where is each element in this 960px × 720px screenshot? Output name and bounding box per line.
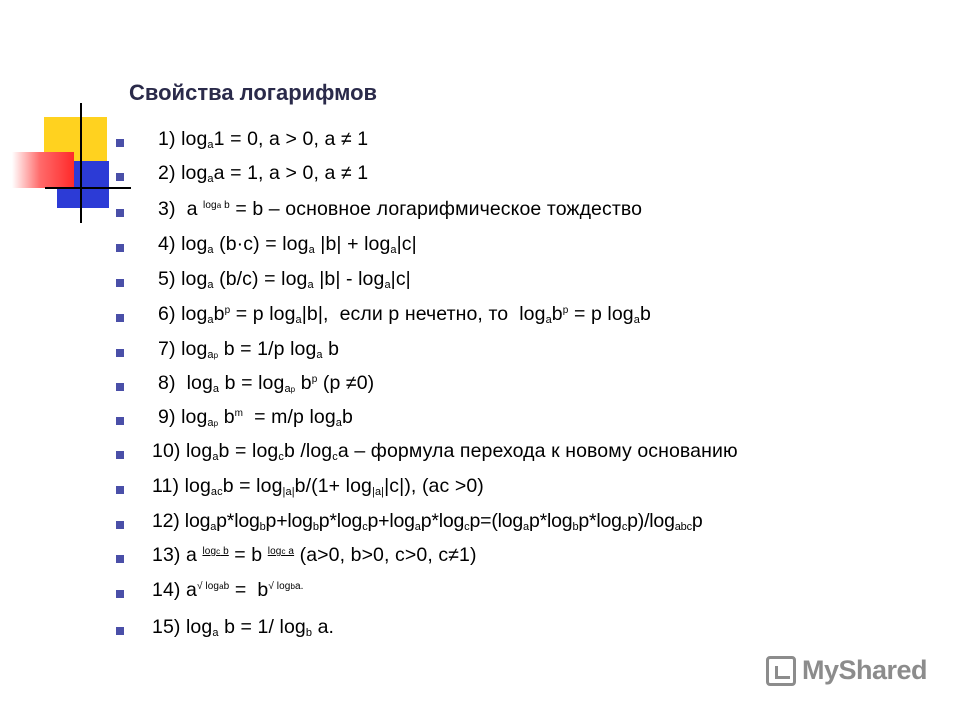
bullet-icon — [116, 349, 124, 357]
bullet-icon — [116, 314, 124, 322]
formula-15: 15) $\log_a b = 1/$ $\log_b a$. — [152, 616, 335, 639]
list-item — [0, 544, 960, 574]
bullet-icon — [116, 279, 124, 287]
bullet-icon — [116, 139, 124, 147]
list-item — [0, 372, 960, 402]
bullet-icon — [116, 244, 124, 252]
list-item — [0, 233, 960, 263]
list-item — [0, 579, 960, 609]
watermark — [766, 655, 927, 686]
formula-14: 14) $a^{√ logab} = b^{√ logba.}$ — [152, 579, 304, 601]
list-item — [0, 406, 960, 436]
formula-13: 13) a $^{logc b}$ = b $^{logc a}$ (a>0, b>0, c>0, c≠1) — [152, 544, 477, 566]
formula-2: 2) $\log_aa = 1$, a > 0, a ≠ 1 — [158, 162, 369, 185]
slide-title: Свойства логарифмов — [129, 80, 378, 105]
formula-5: 5) $\log_a (b/c) = \log_a |b| - \log_a|c|$ — [158, 268, 411, 291]
watermark-logo-icon — [766, 656, 796, 686]
bullet-icon — [116, 555, 124, 563]
list-item — [0, 128, 960, 158]
bullet-icon — [116, 590, 124, 598]
bullet-icon — [116, 451, 124, 459]
bullet-icon — [116, 417, 124, 425]
formula-1: 1) $\log_a1 = 0$, a > 0, a ≠ 1 — [158, 128, 369, 151]
list-item — [0, 198, 960, 228]
list-item — [0, 162, 960, 192]
list-item — [0, 268, 960, 298]
formula-11: 11) $\log_{ac}b = \log_{|a|}b/(1+ \log_{|a|}|c|)$, (ac >0) — [152, 475, 484, 498]
bullet-icon — [116, 173, 124, 181]
formula-9: 9) $\log_{ap} b^m = m/p$ $\log_ab$ — [158, 406, 353, 429]
bullet-icon — [116, 383, 124, 391]
formula-3: 3) a $^{loga b}$ = b – основное логарифмическое тождество — [158, 198, 643, 220]
bullet-icon — [116, 627, 124, 635]
bullet-icon — [116, 209, 124, 217]
list-item — [0, 616, 960, 646]
formula-8: 8) $\log_a b = \log_{ap} b^p$ (p ≠0) — [158, 372, 375, 395]
list-item — [0, 475, 960, 505]
formula-6: 6) $\log_ab^p = p$ $\log_a|b|$, если p нечетно, то $\log_ab^p = p$ $\log_ab$ — [158, 303, 651, 326]
list-item — [0, 440, 960, 470]
watermark-text: MyShared — [802, 655, 928, 685]
list-item — [0, 303, 960, 333]
list-item — [0, 338, 960, 368]
list-item — [0, 510, 960, 540]
formula-4: 4) $\log_a (b\cdot c) = \log_a |b| + \log_a|c|$ — [158, 233, 417, 256]
formula-12: 12) $\log_ap*\log_bp+\log_bp*\log_cp+\log_ap*\log_cp=(\log_ap*\log_bp*\log_cp)/\log_{abc}p$ — [152, 510, 703, 533]
formula-7: 7) $\log_{ap} b = 1/p$ $\log_a b$ — [158, 338, 340, 361]
formula-10: 10) $\log_ab = \log_cb$ $/\log_ca$ – формула перехода к новому основанию — [152, 440, 738, 463]
bullet-icon — [116, 486, 124, 494]
bullet-icon — [116, 521, 124, 529]
